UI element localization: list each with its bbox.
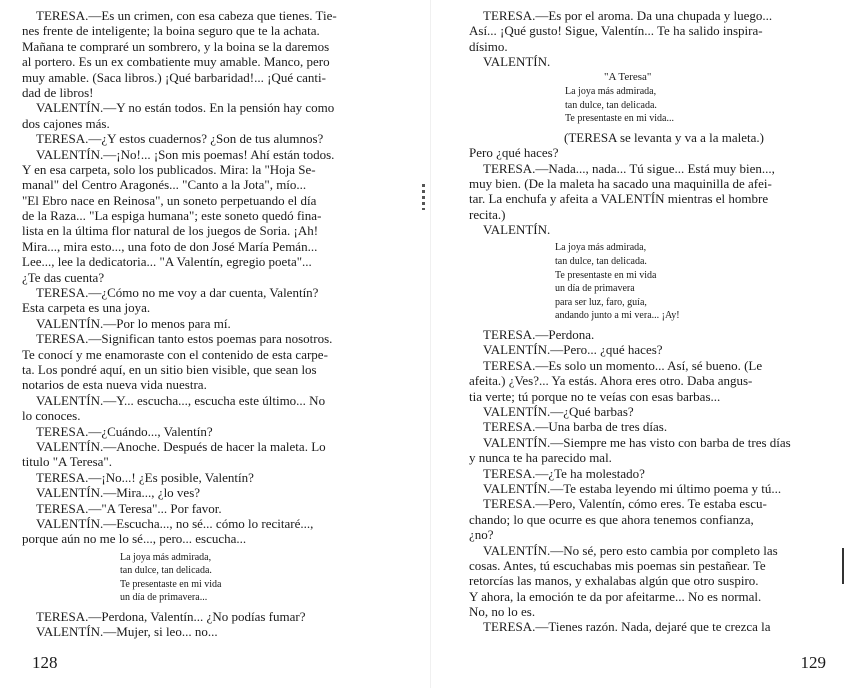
text-line: VALENTÍN.—Y... escucha..., escucha este último... No: [36, 392, 326, 408]
text-line: VALENTÍN.: [483, 54, 551, 70]
text-line: VALENTÍN.—Mujer, si leo... no...: [36, 624, 218, 640]
text-line: TERESA.—¿Cuándo..., Valentín?: [36, 423, 213, 439]
text-line: VALENTÍN.—¡No!... ¡Son mis poemas! Ahí están todos.: [36, 146, 335, 162]
verse-line: un día de primavera: [555, 283, 635, 295]
text-line: TERESA.—Es solo un momento... Así, sé bueno. (Le: [483, 357, 763, 373]
text-line: TERESA.—Una barba de tres días.: [483, 419, 668, 435]
text-line: TERESA.—¡No...! ¿Es posible, Valentín?: [36, 469, 254, 485]
verse-line: para ser luz, faro, guía,: [555, 296, 647, 308]
text-line: TERESA.—Tienes razón. Nada, dejaré que te crezca la: [483, 619, 771, 635]
page-edge-mark: [842, 548, 844, 584]
text-line: VALENTÍN.—No sé, pero esto cambia por completo las: [483, 542, 778, 558]
text-line: lo conoces.: [22, 408, 81, 424]
text-line: TERESA.—Es por el aroma. Da una chupada y luego...: [483, 8, 773, 23]
text-line: (TERESA se levanta y va a la maleta.): [564, 129, 764, 145]
text-line: VALENTÍN.—Por lo menos para mí.: [36, 315, 231, 331]
text-line: Mañana te compraré un sombrero, y la boina se la daremos: [22, 38, 330, 54]
verse-line: La joya más admirada,: [120, 551, 212, 563]
text-line: muy bien. (De la maleta ha sacado una maquinilla de afei-: [469, 175, 772, 191]
text-line: dos cajones más.: [22, 115, 110, 131]
verse-line: tan dulce, tan delicada.: [555, 256, 647, 268]
text-line: No, no lo es.: [469, 604, 536, 620]
text-line: dísimo.: [469, 38, 508, 54]
text-line: ¿no?: [469, 527, 494, 543]
right-page: [423, 0, 846, 688]
text-line: Te conocí y me enamoraste con el contenido de esta carpe-: [22, 346, 328, 362]
text-line: Y ahora, la emoción te da por afeitarme... No es normal.: [469, 588, 762, 604]
text-line: TERESA.—Es un crimen, con esa cabeza que tienes. Tie-: [36, 8, 337, 23]
text-line: tar. La enchufa y afeita a VALENTÍN mientras el hombre: [469, 191, 769, 207]
text-line: VALENTÍN.—Anoche. Después de hacer la maleta. Lo: [36, 438, 326, 454]
text-line: retorcías las manos, y exhalabas algún que otro suspiro.: [469, 573, 759, 589]
text-line: nes frente de inteligente; la boina seguro que te la achata.: [22, 23, 320, 39]
verse-line: La joya más admirada,: [555, 242, 647, 254]
text-line: dad de libros!: [22, 84, 94, 100]
text-line: TERESA.—Perdona, Valentín... ¿No podías fumar?: [36, 609, 306, 625]
text-line: notarios de esta nueva vida nuestra.: [22, 377, 207, 393]
text-line: titulo "A Teresa".: [22, 454, 112, 470]
text-line: TERESA.—Perdona.: [483, 327, 595, 343]
text-line: VALENTÍN.—Siempre me has visto con barba de tres días: [483, 434, 791, 450]
text-line: TERESA.—Pero, Valentín, cómo eres. Te estaba escu-: [483, 496, 767, 512]
text-line: lista en la última flor natural de los juegos de Soria. ¡Ah!: [22, 223, 319, 239]
text-line: TERESA.—¿Y estos cuadernos? ¿Son de tus alumnos?: [36, 131, 324, 147]
text-line: ta. Los pondré aquí, en un sitio bien visible, que sean los: [22, 361, 317, 377]
text-line: VALENTÍN.—Y no están todos. En la pensión hay como: [36, 100, 335, 116]
text-line: de la Raza... "La espiga humana"; este soneto quedó fina-: [22, 208, 322, 224]
text-line: y nunca te ha parecido mal.: [469, 450, 612, 466]
text-line: al portero. Es un ex combatiente muy amable. Manco, pero: [22, 54, 330, 70]
verse-line: tan dulce, tan delicada.: [565, 99, 657, 111]
right-page-number: 129: [800, 653, 826, 672]
text-line: afeita.) ¿Ves?... Ya estás. Ahora eres otro. Daba angus-: [469, 373, 753, 389]
text-line: VALENTÍN.—Escucha..., no sé... cómo lo recitaré...,: [36, 515, 314, 531]
left-page-number: 128: [32, 653, 58, 672]
right-page-text: [469, 8, 839, 635]
text-line: TERESA.—¿Cómo no me voy a dar cuenta, Valentín?: [36, 285, 319, 301]
text-line: VALENTÍN.—Mira..., ¿lo ves?: [36, 485, 201, 501]
text-line: recita.): [469, 206, 506, 222]
verse-line: La joya más admirada,: [565, 85, 657, 97]
text-line: cosas. Antes, tú escuchabas mis poemas sin pestañear. Te: [469, 557, 766, 573]
text-line: Lee..., lee la dedicatoria... "A Valentín, egregio poeta"...: [22, 254, 312, 270]
left-page-text: [22, 8, 388, 640]
text-line: Así... ¡Qué gusto! Sigue, Valentín... Te ha salido inspira-: [469, 23, 763, 39]
text-line: TERESA.—Nada..., nada... Tú sigue... Está muy bien...,: [483, 160, 775, 176]
verse-line: Te presentaste en mi vida: [555, 269, 657, 281]
verse-line: andando junto a mi vera... ¡Ay!: [555, 310, 680, 322]
text-line: porque aún no me lo sé..., pero... escucha...: [22, 531, 247, 547]
text-line: VALENTÍN.: [483, 222, 551, 238]
text-line: ¿Te das cuenta?: [22, 269, 105, 285]
text-line: VALENTÍN.—Te estaba leyendo mi último poema y tú...: [483, 480, 782, 496]
text-line: manal" del Centro Aragonés... "Canto a la Jota", mío...: [22, 177, 307, 193]
text-line: tia verte; tú porque no te veías con esas barbas...: [469, 388, 721, 404]
text-line: chando; lo que ocurre es que ahora tenemos confianza,: [469, 511, 754, 527]
verse-line: tan dulce, tan delicada.: [120, 565, 212, 577]
text-line: muy amable. (Saca libros.) ¡Qué barbaridad!... ¡Qué canti-: [22, 69, 326, 85]
text-line: Esta carpeta es una joya.: [22, 300, 151, 316]
text-line: "A Teresa": [604, 70, 652, 83]
text-line: VALENTÍN.—¿Qué barbas?: [483, 403, 634, 419]
text-line: Mira..., mira esto..., una foto de don José María Pemán...: [22, 238, 318, 254]
text-line: TERESA.—Significan tanto estos poemas para nosotros.: [36, 331, 333, 347]
text-line: TERESA.—¿Te ha molestado?: [483, 465, 645, 481]
text-line: VALENTÍN.—Pero... ¿qué haces?: [483, 342, 663, 358]
verse-line: Te presentaste en mi vida...: [565, 113, 674, 125]
verse-line: Te presentaste en mi vida: [120, 578, 222, 590]
verse-line: un día de primavera...: [120, 592, 208, 604]
text-line: Pero ¿qué haces?: [469, 145, 559, 161]
text-line: TERESA.—"A Teresa"... Por favor.: [36, 500, 222, 516]
text-line: Y en esa carpeta, solo los publicados. Mira: la "Hoja Se-: [22, 161, 316, 177]
text-line: "El Ebro nace en Reinosa", un soneto perpetuando el día: [22, 192, 317, 208]
